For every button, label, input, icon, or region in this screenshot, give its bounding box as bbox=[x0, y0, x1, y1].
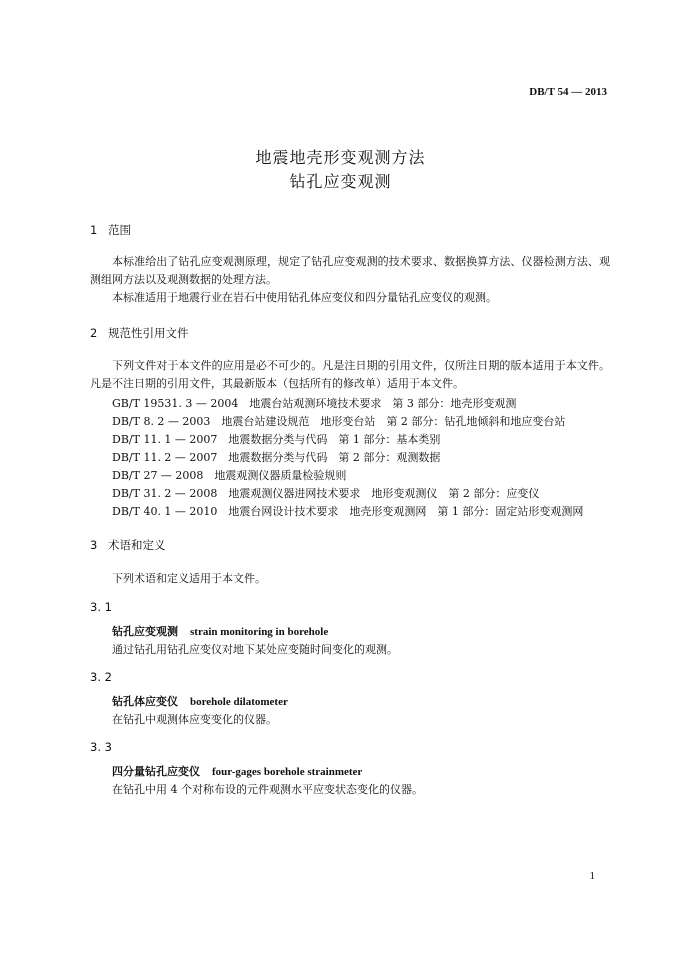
reference-item: DB/T 31. 2 — 2008 地震观测仪器进网技术要求 地形变观测仪 第 2 部分：应变仪 bbox=[112, 487, 540, 500]
term-title bbox=[112, 763, 362, 779]
section-number: 1 bbox=[90, 223, 98, 237]
term-definition: 在钻孔中用 4 个对称布设的元件观测水平应变状态变化的仪器。 bbox=[112, 783, 423, 796]
section-title: 术语和定义 bbox=[108, 538, 166, 552]
section-2-heading bbox=[90, 325, 189, 341]
section-number: 3 bbox=[90, 538, 98, 552]
reference-item: DB/T 27 — 2008 地震观测仪器质量检验规则 bbox=[112, 469, 347, 482]
term-en: four-gages borehole strainmeter bbox=[212, 766, 363, 778]
section-1-paragraph-2: 本标准适用于地震行业在岩石中使用钻孔体应变仪和四分量钻孔应变仪的观测。 bbox=[112, 291, 497, 304]
section-2-intro: 下列文件对于本文件的应用是必不可少的。凡是注日期的引用文件，仅所注日期的版本适用于本文件。凡是不注日期的引用文件，其最新版本（包括所有的修改单）适用于本文件。 bbox=[90, 359, 610, 390]
term-title bbox=[112, 693, 288, 709]
term-en: borehole dilatometer bbox=[190, 696, 288, 708]
term-definition: 在钻孔中观测体应变变化的仪器。 bbox=[112, 713, 277, 726]
term-zh: 钻孔体应变仪 bbox=[112, 695, 178, 708]
reference-item: DB/T 11. 2 — 2007 地震数据分类与代码 第 2 部分：观测数据 bbox=[112, 451, 441, 464]
reference-item: DB/T 40. 1 — 2010 地震台网设计技术要求 地壳形变观测网 第 1 部分：固定站形变观测网 bbox=[112, 505, 584, 518]
document-title: 地震地壳形变观测方法 bbox=[255, 148, 426, 167]
section-title: 范围 bbox=[108, 223, 131, 237]
reference-item: DB/T 11. 1 — 2007 地震数据分类与代码 第 1 部分：基本类别 bbox=[112, 433, 441, 446]
section-3-intro: 下列术语和定义适用于本文件。 bbox=[112, 572, 266, 585]
term-zh: 钻孔应变观测 bbox=[112, 625, 178, 638]
term-en: strain monitoring in borehole bbox=[190, 626, 329, 638]
section-1-paragraph-1: 本标准给出了钻孔应变观测原理，规定了钻孔应变观测的技术要求、数据换算方法、仪器检测方法、观测组网方法以及观测数据的处理方法。 bbox=[90, 255, 610, 286]
section-number: 2 bbox=[90, 326, 98, 340]
term-title bbox=[112, 623, 328, 639]
section-3-heading bbox=[90, 537, 166, 553]
document-subtitle: 钻孔应变观测 bbox=[289, 172, 392, 191]
reference-item: DB/T 8. 2 — 2003 地震台站建设规范 地形变台站 第 2 部分：钻孔地倾斜和地应变台站 bbox=[112, 415, 566, 428]
section-title: 规范性引用文件 bbox=[108, 326, 189, 340]
term-number: 3. 2 bbox=[90, 670, 112, 684]
standard-code: DB/T 54 — 2013 bbox=[529, 86, 607, 98]
term-number: 3. 1 bbox=[90, 600, 112, 614]
term-zh: 四分量钻孔应变仪 bbox=[112, 765, 200, 778]
term-number: 3. 3 bbox=[90, 740, 112, 754]
section-1-heading bbox=[90, 222, 131, 238]
page-number: 1 bbox=[589, 870, 595, 882]
term-definition: 通过钻孔用钻孔应变仪对地下某处应变随时间变化的观测。 bbox=[112, 643, 398, 656]
reference-item: GB/T 19531. 3 — 2004 地震台站观测环境技术要求 第 3 部分：地壳形变观测 bbox=[112, 397, 517, 410]
